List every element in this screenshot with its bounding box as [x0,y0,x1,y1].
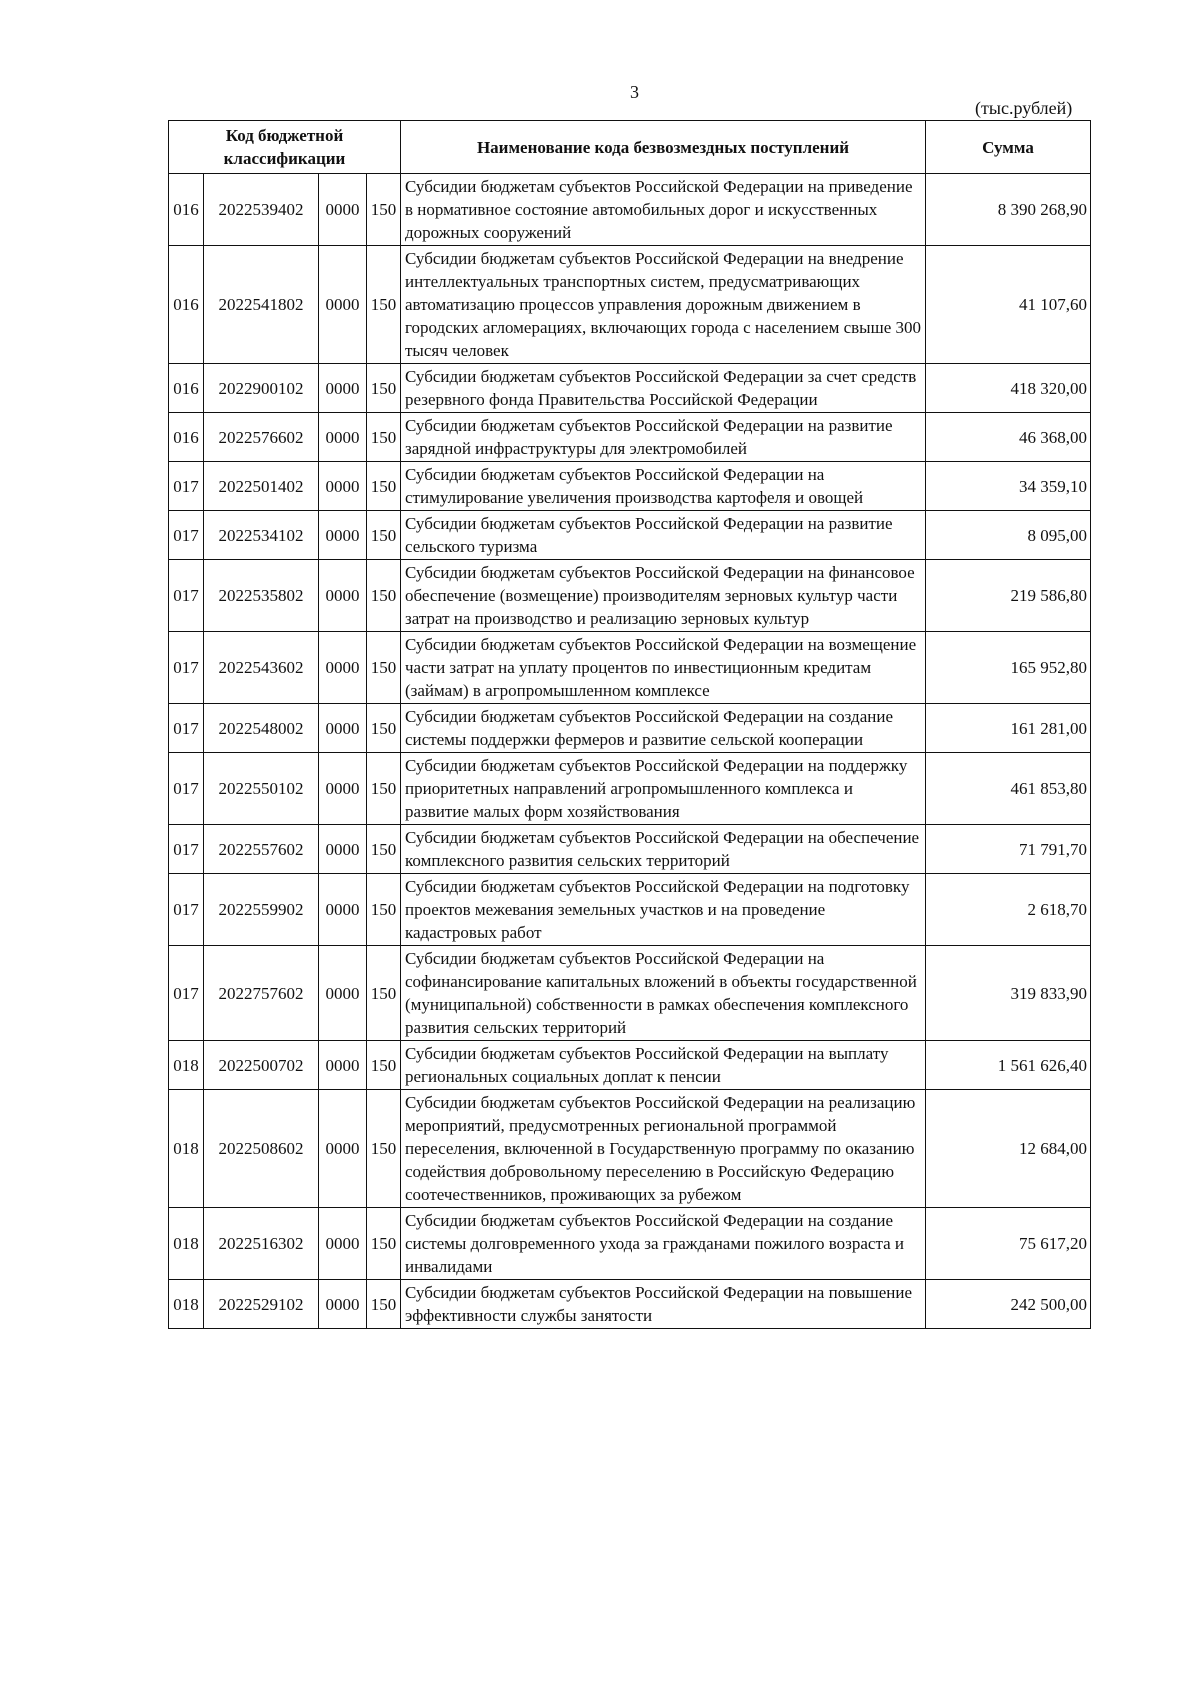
budget-code-cell: 2022550102 [204,753,319,825]
admin-code-cell: 016 [169,364,204,413]
kind-code-cell: 150 [367,246,401,364]
admin-code-cell: 016 [169,174,204,246]
admin-code-cell: 017 [169,874,204,946]
subtype-code-cell: 0000 [319,1280,367,1329]
kind-code-cell: 150 [367,1280,401,1329]
page-number: 3 [630,82,639,102]
name-cell: Субсидии бюджетам субъектов Российской Федерации на реализацию мероприятий, предусмотренных региональной программой переселения, включенной в Государственную программу по оказанию содействия добровольному переселению в Российскую Федерацию соотечественников, проживающих за рубежом [401,1090,926,1208]
kind-code-cell: 150 [367,174,401,246]
admin-code-cell: 017 [169,946,204,1041]
kind-code-cell: 150 [367,753,401,825]
kind-code-cell: 150 [367,704,401,753]
sum-cell: 8 390 268,90 [926,174,1091,246]
name-cell: Субсидии бюджетам субъектов Российской Федерации на стимулирование увеличения производства картофеля и овощей [401,462,926,511]
admin-code-cell: 018 [169,1041,204,1090]
name-cell: Субсидии бюджетам субъектов Российской Федерации на развитие сельского туризма [401,511,926,560]
budget-code-cell: 2022757602 [204,946,319,1041]
name-cell: Субсидии бюджетам субъектов Российской Федерации на повышение эффективности службы занятости [401,1280,926,1329]
sum-cell: 319 833,90 [926,946,1091,1041]
sum-cell: 219 586,80 [926,560,1091,632]
budget-code-cell: 2022557602 [204,825,319,874]
table-header-row [169,121,1091,174]
admin-code-cell: 018 [169,1280,204,1329]
admin-code-cell: 018 [169,1208,204,1280]
kind-code-cell: 150 [367,1090,401,1208]
subtype-code-cell: 0000 [319,704,367,753]
name-cell: Субсидии бюджетам субъектов Российской Федерации на создание системы поддержки фермеров и развитие сельской кооперации [401,704,926,753]
name-cell: Субсидии бюджетам субъектов Российской Федерации на обеспечение комплексного развития сельских территорий [401,825,926,874]
admin-code-cell: 016 [169,413,204,462]
name-cell: Субсидии бюджетам субъектов Российской Федерации на развитие зарядной инфраструктуры для электромобилей [401,413,926,462]
table-row [169,246,1091,364]
name-cell: Субсидии бюджетам субъектов Российской Федерации на выплату региональных социальных доплат к пенсии [401,1041,926,1090]
kind-code-cell: 150 [367,1041,401,1090]
subtype-code-cell: 0000 [319,511,367,560]
subtype-code-cell: 0000 [319,1208,367,1280]
budget-code-cell: 2022508602 [204,1090,319,1208]
subtype-code-cell: 0000 [319,462,367,511]
sum-cell: 75 617,20 [926,1208,1091,1280]
name-cell: Субсидии бюджетам субъектов Российской Федерации на возмещение части затрат на уплату процентов по инвестиционным кредитам (займам) в агропромышленном комплексе [401,632,926,704]
budget-code-cell: 2022534102 [204,511,319,560]
subtype-code-cell: 0000 [319,413,367,462]
kind-code-cell: 150 [367,825,401,874]
sum-cell: 71 791,70 [926,825,1091,874]
table-row [169,462,1091,511]
kind-code-cell: 150 [367,413,401,462]
table-row [169,511,1091,560]
sum-cell: 2 618,70 [926,874,1091,946]
table-row [169,825,1091,874]
kind-code-cell: 150 [367,560,401,632]
admin-code-cell: 016 [169,246,204,364]
kind-code-cell: 150 [367,462,401,511]
admin-code-cell: 017 [169,704,204,753]
name-cell: Субсидии бюджетам субъектов Российской Федерации на приведение в нормативное состояние автомобильных дорог и искусственных дорожных сооружений [401,174,926,246]
name-cell: Субсидии бюджетам субъектов Российской Федерации на создание системы долговременного ухода за гражданами пожилого возраста и инвалидами [401,1208,926,1280]
table-row [169,753,1091,825]
sum-cell: 242 500,00 [926,1280,1091,1329]
name-cell: Субсидии бюджетам субъектов Российской Федерации на финансовое обеспечение (возмещение) производителям зерновых культур части затрат на производство и реализацию зерновых культур [401,560,926,632]
budget-code-cell: 2022529102 [204,1280,319,1329]
budget-code-cell: 2022535802 [204,560,319,632]
name-cell: Субсидии бюджетам субъектов Российской Федерации за счет средств резервного фонда Правительства Российской Федерации [401,364,926,413]
budget-code-cell: 2022559902 [204,874,319,946]
kind-code-cell: 150 [367,1208,401,1280]
kind-code-cell: 150 [367,511,401,560]
admin-code-cell: 017 [169,511,204,560]
table-row [169,874,1091,946]
sum-cell: 161 281,00 [926,704,1091,753]
subtype-code-cell: 0000 [319,246,367,364]
sum-cell: 34 359,10 [926,462,1091,511]
table-row [169,1041,1091,1090]
admin-code-cell: 018 [169,1090,204,1208]
table-row [169,1208,1091,1280]
table-row [169,632,1091,704]
subtype-code-cell: 0000 [319,560,367,632]
subtype-code-cell: 0000 [319,1090,367,1208]
subtype-code-cell: 0000 [319,632,367,704]
admin-code-cell: 017 [169,825,204,874]
kind-code-cell: 150 [367,364,401,413]
subtype-code-cell: 0000 [319,874,367,946]
kind-code-cell: 150 [367,632,401,704]
name-cell: Субсидии бюджетам субъектов Российской Федерации на подготовку проектов межевания земельных участков и на проведение кадастровых работ [401,874,926,946]
table-row [169,413,1091,462]
budget-code-cell: 2022516302 [204,1208,319,1280]
table-row [169,704,1091,753]
budget-code-cell: 2022576602 [204,413,319,462]
name-cell: Субсидии бюджетам субъектов Российской Федерации на внедрение интеллектуальных транспортных систем, предусматривающих автоматизацию процессов управления дорожным движением в городских агломерациях, включающих города с населением свыше 300 тысяч человек [401,246,926,364]
sum-cell: 165 952,80 [926,632,1091,704]
sum-cell: 461 853,80 [926,753,1091,825]
sum-cell: 418 320,00 [926,364,1091,413]
subtype-code-cell: 0000 [319,364,367,413]
kind-code-cell: 150 [367,946,401,1041]
sum-cell: 1 561 626,40 [926,1041,1091,1090]
sum-cell: 12 684,00 [926,1090,1091,1208]
table-row [169,1280,1091,1329]
header-code: Код бюджетной классификации [169,121,401,174]
table-row [169,1090,1091,1208]
header-sum: Сумма [926,121,1091,174]
table-row [169,174,1091,246]
budget-code-cell: 2022541802 [204,246,319,364]
table-row [169,560,1091,632]
subtype-code-cell: 0000 [319,825,367,874]
budget-code-cell: 2022501402 [204,462,319,511]
table-row [169,946,1091,1041]
budget-table [168,120,1091,1329]
subtype-code-cell: 0000 [319,946,367,1041]
budget-code-cell: 2022500702 [204,1041,319,1090]
units-label: (тыс.рублей) [975,98,1073,118]
table-row [169,364,1091,413]
admin-code-cell: 017 [169,462,204,511]
sum-cell: 41 107,60 [926,246,1091,364]
budget-code-cell: 2022548002 [204,704,319,753]
sum-cell: 8 095,00 [926,511,1091,560]
subtype-code-cell: 0000 [319,174,367,246]
name-cell: Субсидии бюджетам субъектов Российской Федерации на поддержку приоритетных направлений агропромышленного комплекса и развитие малых форм хозяйствования [401,753,926,825]
admin-code-cell: 017 [169,560,204,632]
admin-code-cell: 017 [169,753,204,825]
budget-code-cell: 2022543602 [204,632,319,704]
budget-code-cell: 2022900102 [204,364,319,413]
admin-code-cell: 017 [169,632,204,704]
sum-cell: 46 368,00 [926,413,1091,462]
subtype-code-cell: 0000 [319,753,367,825]
table-body [169,174,1091,1329]
kind-code-cell: 150 [367,874,401,946]
name-cell: Субсидии бюджетам субъектов Российской Федерации на софинансирование капитальных вложений в объекты государственной (муниципальной) собственности в рамках обеспечения комплексного развития сельских территорий [401,946,926,1041]
header-name: Наименование кода безвозмездных поступлений [401,121,926,174]
subtype-code-cell: 0000 [319,1041,367,1090]
budget-code-cell: 2022539402 [204,174,319,246]
